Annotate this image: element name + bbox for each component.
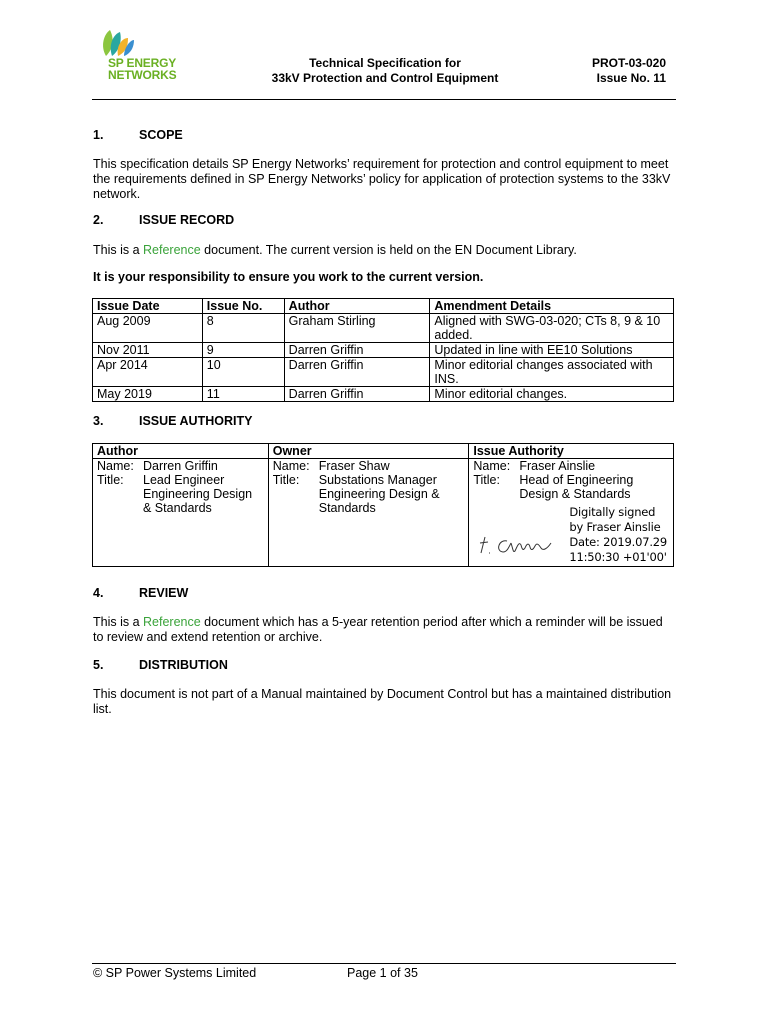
title-field bbox=[97, 473, 264, 515]
document-reference bbox=[560, 56, 666, 86]
issue-no-cell: 10 bbox=[202, 358, 284, 387]
header-divider bbox=[92, 99, 676, 100]
column-header: Issue Date bbox=[93, 299, 203, 314]
title-field bbox=[473, 473, 669, 501]
issue-date-cell: Apr 2014 bbox=[93, 358, 203, 387]
author-name: Darren Griffin bbox=[143, 459, 218, 473]
logo-text-line1: SP ENERGY bbox=[108, 56, 177, 70]
title-line2: 33kV Protection and Control Equipment bbox=[271, 71, 499, 85]
column-header: Author bbox=[93, 444, 269, 459]
section-title: ISSUE RECORD bbox=[139, 213, 235, 227]
section-number: 2. bbox=[93, 213, 104, 227]
name-label: Name: bbox=[97, 459, 134, 473]
footer-copyright: © SP Power Systems Limited bbox=[93, 966, 257, 980]
section-number: 4. bbox=[93, 586, 104, 600]
authority-name: Fraser Ainslie bbox=[519, 459, 596, 473]
table-row bbox=[93, 387, 674, 402]
author-cell: Darren Griffin bbox=[284, 343, 430, 358]
column-header: Owner bbox=[268, 444, 469, 459]
author-cell bbox=[93, 459, 269, 567]
reference-link[interactable]: Reference bbox=[143, 615, 201, 629]
name-field bbox=[97, 459, 264, 473]
section-title: SCOPE bbox=[139, 128, 183, 142]
issue-record-intro bbox=[93, 243, 673, 258]
document-title bbox=[250, 56, 520, 86]
signature-scrawl-icon bbox=[475, 531, 553, 557]
issue-authority-table bbox=[92, 443, 674, 567]
title-field bbox=[273, 473, 465, 515]
footer-divider bbox=[92, 963, 676, 964]
section-heading-issue-record bbox=[93, 213, 234, 227]
owner-name: Fraser Shaw bbox=[318, 459, 390, 473]
distribution-paragraph: This document is not part of a Manual maintained by Document Control but has a maintained distribution list. bbox=[93, 687, 672, 716]
scope-paragraph: This specification details SP Energy Networks’ requirement for protection and control equipment to meet the requirements defined in SP Energy Networks’ policy for application of protection systems to the 33kV network. bbox=[93, 157, 671, 201]
title-label: Title: bbox=[272, 473, 300, 487]
signature-text bbox=[569, 505, 667, 565]
name-label: Name: bbox=[272, 459, 310, 473]
section-number: 3. bbox=[93, 414, 104, 428]
intro-prefix: This is a bbox=[93, 243, 144, 257]
section-heading-review bbox=[93, 586, 188, 600]
column-header: Amendment Details bbox=[430, 299, 674, 314]
section-title: ISSUE AUTHORITY bbox=[139, 414, 253, 428]
author-cell: Darren Griffin bbox=[284, 387, 430, 402]
signature-line: Date: 2019.07.29 bbox=[569, 535, 668, 549]
column-header: Author bbox=[284, 299, 430, 314]
table-row bbox=[93, 358, 674, 387]
issue-no-cell: 8 bbox=[202, 314, 284, 343]
table-row bbox=[93, 314, 674, 343]
title-line1: Technical Specification for bbox=[309, 56, 461, 70]
section-title: DISTRIBUTION bbox=[139, 658, 228, 672]
amendment-cell: Aligned with SWG-03-020; CTs 8, 9 & 10 added. bbox=[430, 314, 674, 343]
name-label: Name: bbox=[473, 459, 511, 473]
signature-line: Digitally signed bbox=[569, 505, 656, 519]
title-label: Title: bbox=[97, 473, 124, 487]
issue-date-cell: Nov 2011 bbox=[93, 343, 203, 358]
responsibility-note: It is your responsibility to ensure you work to the current version. bbox=[93, 270, 484, 284]
amendment-cell: Minor editorial changes. bbox=[430, 387, 674, 402]
intro-suffix: document. The current version is held on the EN Document Library. bbox=[200, 243, 577, 257]
review-suffix: document which has a 5-year retention period after which a reminder will be issued to review and extend retention or archive. bbox=[93, 615, 663, 644]
author-cell: Graham Stirling bbox=[284, 314, 430, 343]
issue-number: Issue No. 11 bbox=[596, 71, 666, 85]
column-header: Issue Authority bbox=[469, 444, 674, 459]
column-header: Issue No. bbox=[202, 299, 284, 314]
table-header-row bbox=[93, 444, 674, 459]
author-title: Lead Engineer Engineering Design & Standards bbox=[143, 473, 253, 515]
logo-wordmark bbox=[108, 57, 176, 81]
section-heading-scope bbox=[93, 128, 183, 142]
section-heading-issue-authority bbox=[93, 414, 252, 428]
issue-no-cell: 9 bbox=[202, 343, 284, 358]
authority-title: Head of Engineering Design & Standards bbox=[519, 473, 634, 501]
owner-cell bbox=[268, 459, 469, 567]
issue-date-cell: Aug 2009 bbox=[93, 314, 203, 343]
review-paragraph bbox=[93, 615, 673, 645]
issue-record-table bbox=[92, 298, 674, 402]
footer-page-number: Page 1 of 35 bbox=[347, 966, 418, 980]
reference-link[interactable]: Reference bbox=[143, 243, 201, 257]
issue-date-cell: May 2019 bbox=[93, 387, 203, 402]
section-title: REVIEW bbox=[139, 586, 189, 600]
name-field bbox=[273, 459, 465, 473]
author-cell: Darren Griffin bbox=[284, 358, 430, 387]
review-prefix: This is a bbox=[93, 615, 144, 629]
logo-text-line2: NETWORKS bbox=[108, 68, 177, 82]
signature-line: 11:50:30 +01'00' bbox=[569, 550, 667, 564]
amendment-cell: Minor editorial changes associated with INS. bbox=[430, 358, 674, 387]
issue-no-cell: 11 bbox=[202, 387, 284, 402]
doc-ref: PROT-03-020 bbox=[591, 56, 666, 70]
section-number: 1. bbox=[93, 128, 104, 142]
section-heading-distribution bbox=[93, 658, 228, 672]
name-field bbox=[473, 459, 669, 473]
issue-authority-cell bbox=[469, 459, 674, 567]
table-header-row bbox=[93, 299, 674, 314]
title-label: Title: bbox=[473, 473, 500, 487]
section-number: 5. bbox=[93, 658, 104, 672]
signature-line: by Fraser Ainslie bbox=[569, 520, 661, 534]
table-row bbox=[93, 459, 674, 567]
digital-signature bbox=[473, 501, 669, 566]
owner-title: Substations Manager Engineering Design & Standards bbox=[318, 473, 440, 515]
amendment-cell: Updated in line with EE10 Solutions bbox=[430, 343, 674, 358]
table-row bbox=[93, 343, 674, 358]
